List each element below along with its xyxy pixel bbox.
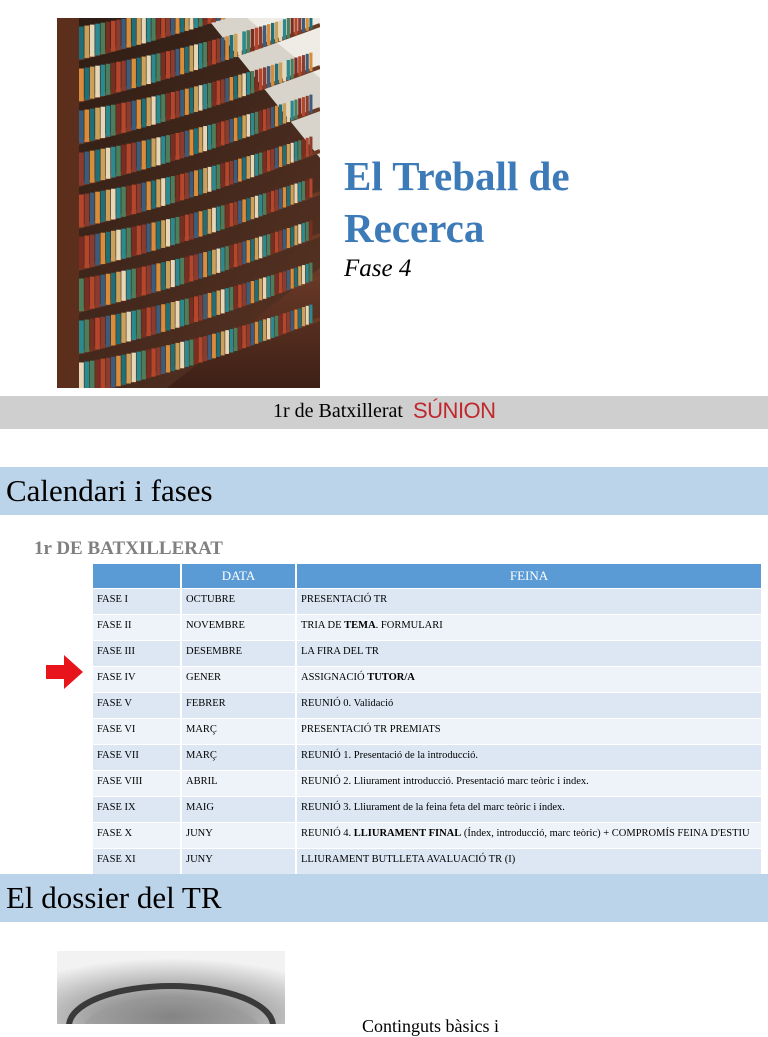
phase-table	[93, 564, 763, 874]
table-row	[93, 797, 762, 823]
task-cell	[296, 667, 762, 693]
phase-cell: FASE II	[93, 615, 181, 641]
slide-subtitle: Fase 4	[344, 255, 412, 282]
date-cell: JUNY	[181, 849, 296, 875]
section-title-calendar: Calendari i fases	[6, 473, 213, 508]
phase-cell: FASE IV	[93, 667, 181, 693]
table-row	[93, 823, 762, 849]
date-cell: ABRIL	[181, 771, 296, 797]
task-cell: REUNIÓ 2. Lliurament introducció. Presentació marc teòric i índex.	[296, 771, 762, 797]
task-cell: LLIURAMENT BUTLLETA AVALUACIÓ TR (I)	[296, 849, 762, 875]
task-cell	[296, 615, 762, 641]
phase-cell: FASE IX	[93, 797, 181, 823]
task-cell: LA FIRA DEL TR	[296, 641, 762, 667]
date-cell: JUNY	[181, 823, 296, 849]
table-heading: 1r DE BATXILLERAT	[34, 538, 223, 559]
date-cell: FEBRER	[181, 693, 296, 719]
section-title-dossier: El dossier del TR	[6, 880, 222, 915]
task-text: ASSIGNACIÓ	[301, 672, 368, 683]
table-row	[93, 589, 762, 615]
task-cell: REUNIÓ 0. Validació	[296, 693, 762, 719]
phase-cell: FASE X	[93, 823, 181, 849]
date-cell: MARÇ	[181, 745, 296, 771]
task-cell	[296, 823, 762, 849]
title-line-2: Recerca	[344, 205, 485, 251]
column-header: FEINA	[296, 564, 762, 589]
date-cell: OCTUBRE	[181, 589, 296, 615]
table-row	[93, 693, 762, 719]
date-cell: MAIG	[181, 797, 296, 823]
column-header: DATA	[181, 564, 296, 589]
date-cell: MARÇ	[181, 719, 296, 745]
title-line-1: El Treball de	[344, 153, 570, 199]
sunion-logo: SÚNION	[413, 398, 496, 423]
task-emphasis: TEMA	[344, 620, 376, 631]
table-row	[93, 641, 762, 667]
task-cell: PRESENTACIÓ TR PREMIATS	[296, 719, 762, 745]
phase-cell: FASE VII	[93, 745, 181, 771]
library-photo	[57, 18, 320, 388]
phase-cell: FASE XI	[93, 849, 181, 875]
task-text: (Índex, introducció, marc teòric) + COMPROMÍS FEINA D'ESTIU	[461, 828, 750, 839]
slide-title	[344, 150, 744, 254]
footer-text: 1r de Batxillerat	[273, 400, 403, 422]
task-text: . FORMULARI	[375, 620, 443, 631]
table-row	[93, 849, 762, 875]
table-row	[93, 771, 762, 797]
magnifier-photo	[57, 951, 285, 1024]
dossier-cut-text: Continguts bàsics i	[362, 1016, 500, 1036]
task-cell: REUNIÓ 1. Presentació de la introducció.	[296, 745, 762, 771]
table-row	[93, 719, 762, 745]
date-cell: GENER	[181, 667, 296, 693]
table-header-row	[93, 564, 762, 589]
task-cell: PRESENTACIÓ TR	[296, 589, 762, 615]
task-text: REUNIÓ 4.	[301, 828, 354, 839]
table-row	[93, 745, 762, 771]
phase-cell: FASE VI	[93, 719, 181, 745]
table-row	[93, 615, 762, 641]
date-cell: NOVEMBRE	[181, 615, 296, 641]
task-cell: REUNIÓ 3. Lliurament de la feina feta del marc teòric i índex.	[296, 797, 762, 823]
phase-cell: FASE VIII	[93, 771, 181, 797]
task-emphasis: TUTOR/A	[367, 672, 415, 683]
column-header	[93, 564, 181, 589]
date-cell: DESEMBRE	[181, 641, 296, 667]
arrow-right-icon	[46, 655, 83, 694]
phase-cell: FASE V	[93, 693, 181, 719]
table-row-current	[93, 667, 762, 693]
phase-cell: FASE III	[93, 641, 181, 667]
phase-cell: FASE I	[93, 589, 181, 615]
task-emphasis: LLIURAMENT FINAL	[353, 828, 462, 839]
task-text: TRIA DE	[301, 620, 345, 631]
